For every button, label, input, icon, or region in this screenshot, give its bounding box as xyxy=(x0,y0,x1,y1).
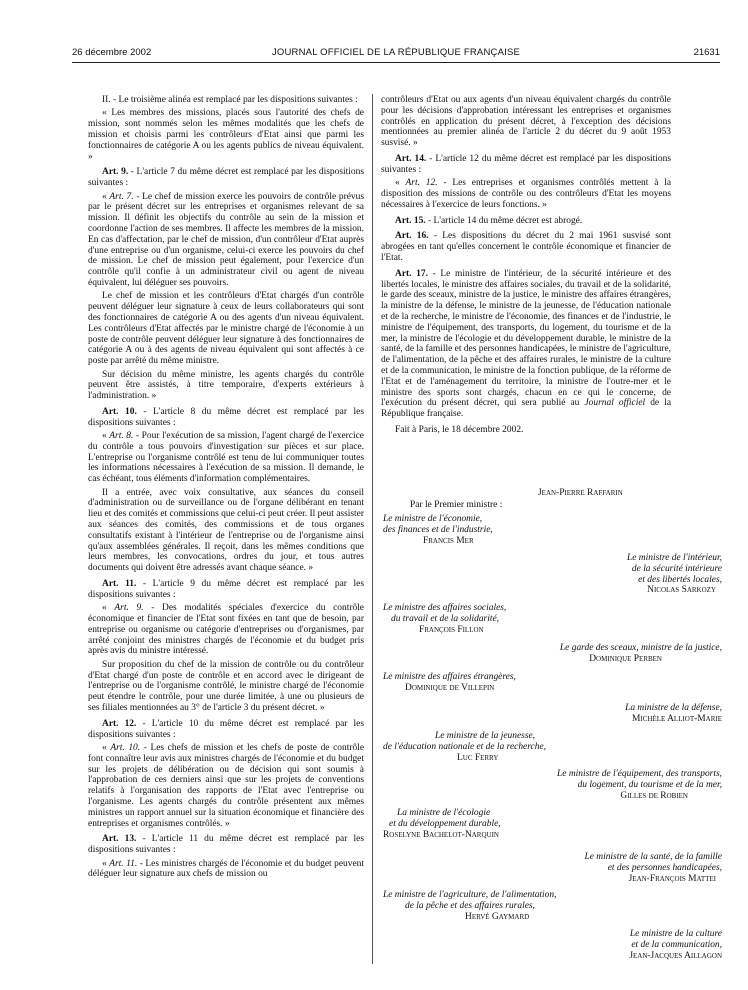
signature-foreign: Le ministre des affaires étrangères, Dominique de Villepin xyxy=(383,672,516,693)
article-number: Art. 16. xyxy=(395,231,429,242)
paragraph: Il a entrée, avec voix consultative, aux séances du conseil d'administration ou de surveillance ou de l'organe délibérant en tenant lieu et des comités et commissions que celui-ci peut créer. Il peut assister aux séances des comités, des commissions et de tous organes consultatifs existant à l'intérieur de l'entreprise ou de l'organisme ainsi qu'aux assemblées générales. Il reçoit, dans les mêmes conditions que leurs membres, les convocations, ordres du jour, et tous autres documents qui doivent être adressés avant chaque séance. » xyxy=(88,487,364,574)
signature-social: Le ministre des affaires sociales, du travail et de la solidarité, François Fillon xyxy=(383,603,507,635)
article-9: Art. 9. - L'article 7 du même décret est remplacé par les dispositions suivantes : xyxy=(88,167,364,189)
paragraph: « Art. 11. - Les ministres chargés de l'économie et du budget peuvent déléguer leur signature aux chefs de mission ou xyxy=(88,858,365,880)
article-number: Art. 13. xyxy=(102,834,137,845)
paragraph: « Les membres des missions, placés sous l'autorité des chefs de mission, sont nommés selon les mêmes modalités que les chefs de mission et choisis parmi les contrôleurs d'Etat ainsi que parmi les fonctionnaires de catégorie A ou les agents publics de niveau équivalent. » xyxy=(88,108,364,162)
article-number: Art. 14. xyxy=(395,153,427,164)
article-number: Art. 15. xyxy=(395,215,426,226)
right-column xyxy=(381,95,671,438)
signature-agriculture: Le ministre de l'agriculture, de l'alimentation, de la pêche et des affaires rurales, Hervé Gaymard xyxy=(383,890,557,922)
signature-youth: Le ministre de la jeunesse, de l'éducation nationale et de la recherche, Luc Ferry xyxy=(383,731,547,763)
signature-justice: Le garde des sceaux, ministre de la justice, Dominique Perben xyxy=(559,643,722,664)
article-15: Art. 15. - L'article 14 du même décret est abrogé. xyxy=(395,215,583,226)
article-number: Art. 12. xyxy=(102,718,137,729)
article-17: Art. 17. - Le ministre de l'intérieur, de la sécurité intérieure et des libertés locales, le ministre des affaires sociales, du travail et de la solidarité, le garde des sceaux, ministre de la justice, le ministre des affaires étrangères, la ministre de la défense, le ministre de la jeunesse, de l'éducation nationale et de la recherche, le ministre de l'économie, des finances et de l'industrie, le ministre de l'équipement, des transports, du logement, du tourisme et de la mer, la ministre de l'écologie et du développement durable, le ministre de la santé, de la famille et des personnes handicapées, le ministre de l'agriculture, de l'alimentation, de la pêche et des affaires rurales, le ministre de la culture et de la communication, le ministre de la fonction publique, de la réforme de l'Etat et de l'aménagement du territoire, la ministre de l'outre-mer et le ministre des sports sont chargés, chacun en ce qui le concerne, de l'exécution du présent décret, qui sera publié au Journal officiel de la République française. xyxy=(381,268,672,420)
journal-title: JOURNAL OFFICIEL DE LA RÉPUBLIQUE FRANÇAISE xyxy=(271,47,521,58)
paragraph: « Art. 7. - Le chef de mission exerce les pouvoirs de contrôle prévus par le présent décret sur les entreprises et organismes relevant de sa mission. Il définit les objectifs du contrôle au sein de la mission et coordonne l'action de ses membres. Il affecte les membres de la mission. En cas d'affectation, par le chef de mission, d'un contrôleur d'Etat auprès d'une entreprise ou d'un organisme, celui-ci exerce les pouvoirs du chef de mission. Le chef de mission peut également, pour l'exercice d'un contrôle qu'il confie à un administrateur civil ou agent de niveau équivalent, lui déléguer ses pouvoirs. xyxy=(88,191,365,288)
article-16: Art. 16. - Les dispositions du décret du 2 mai 1961 susvisé sont abrogées en tant qu'elles concernent le contrôle économique et financier de l'Etat. xyxy=(381,231,671,263)
article-14: Art. 14. - L'article 12 du même décret est remplacé par les dispositions suivantes : xyxy=(381,153,671,175)
article-number: Art. 17. xyxy=(395,268,428,279)
signature-equipment: Le ministre de l'équipement, des transports, du logement, du tourisme et de la mer, Gilles de Robien xyxy=(557,769,722,801)
article-11: Art. 11. - L'article 9 du même décret est remplacé par les dispositions suivantes : xyxy=(88,579,364,600)
header-rule xyxy=(72,62,720,63)
article-10: Art. 10. - L'article 8 du même décret est remplacé par les dispositions suivantes : xyxy=(88,406,365,428)
article-number: Art. 11. xyxy=(102,579,137,590)
signature-health: Le ministre de la santé, de la famille et des personnes handicapées, Jean-François Mattei xyxy=(584,852,722,884)
signature-culture: Le ministre de la culture et de la communication, Jean-Jacques Aillagon xyxy=(629,929,722,961)
article-13: Art. 13. - L'article 11 du même décret est remplacé par les dispositions suivantes : xyxy=(88,834,364,856)
page-header xyxy=(72,47,720,61)
left-column xyxy=(88,95,364,883)
paragraph: « Art. 8. - Pour l'exécution de sa mission, l'agent chargé de l'exercice du contrôle a tous pouvoirs d'investigation sur pièces et sur place. L'entreprise ou l'organisme contrôlé est tenu de lui communiquer toutes les informations nécessaires à l'exécution de sa mission. Il demande, le cas échéant, tous éléments d'information complémentaires. xyxy=(88,431,364,485)
paragraph: Sur proposition du chef de la mission de contrôle ou du contrôleur d'Etat chargé d'un poste de contrôle et en accord avec le dirigeant de l'entreprise ou de l'organisme contrôlé, le ministre chargé de l'économie peut étendre le contrôle, pour une durée limitée, à une ou plusieurs de ses filiales mentionnées au 3° de l'article 3 du présent décret. » xyxy=(88,659,364,713)
signature-interior: Le ministre de l'intérieur, de la sécurité intérieure et des libertés locales, Nicolas Sarkozy xyxy=(627,553,722,596)
paragraph: « Art. 9. - Des modalités spéciales d'exercice du contrôle économique et financier de l'Etat sont fixées en tant que de besoin, par entreprise ou organisme ou catégorie d'entreprises ou d'organismes, par arrêté conjoint des ministres chargés de l'économie et du budget pris après avis du ministre intéressé. xyxy=(88,603,364,657)
paragraph: « Art. 12. - Les entreprises et organismes contrôlés mettent à la disposition des missions de contrôle ou des contrôleurs d'Etat les moyens nécessaires à l'exercice de leurs fonctions. » xyxy=(381,178,672,210)
paragraph: II. - Le troisième alinéa est remplacé par les dispositions suivantes : xyxy=(102,95,358,105)
signature-intro: Par le Premier ministre : xyxy=(410,500,503,510)
paragraph: contrôleurs d'Etat ou aux agents d'un niveau équivalent chargés du contrôle pour les décisions d'approbation intéressant les entreprises et organismes contrôlés en application du présent décret, à l'exception des décisions mentionnées au premier alinéa de l'article 2 du décret du 9 août 1953 susvisé. » xyxy=(381,95,671,149)
date-line: Fait à Paris, le 18 décembre 2002. xyxy=(395,424,524,435)
paragraph: Sur décision du même ministre, les agents chargés du contrôle peuvent être assistés, à titre temporaire, d'experts extérieurs à l'administration. » xyxy=(88,369,364,402)
article-number: Art. 9. xyxy=(102,167,129,178)
signature-ecology: La ministre de l'écologie et du développement durable, Roselyne Bachelot-Narquin xyxy=(383,808,501,840)
signature-economy: Le ministre de l'économie, des finances et de l'industrie, Francis Mer xyxy=(383,514,493,546)
column-divider xyxy=(372,94,373,964)
signature-pm: Jean-Pierre Raffarin xyxy=(538,488,623,498)
article-12: Art. 12. - L'article 10 du même décret est remplacé par les dispositions suivantes : xyxy=(88,718,364,740)
page-number: 21631 xyxy=(693,47,720,58)
paragraph: Le chef de mission et les contrôleurs d'Etat chargés d'un contrôle peuvent déléguer leur signature à ceux de leurs collaborateurs qui sont des fonctionnaires de catégorie A ou des agents d'un niveau équivalent. Les contrôleurs d'Etat affectés par le ministre chargé de l'économie à un poste de contrôle peuvent déléguer leur signature à des fonctionnaires de catégorie A ou à des agents de niveau équivalent qui sont affectés à ce poste par arrêté du même ministre. xyxy=(88,291,364,367)
signature-defense: La ministre de la défense, Michèle Alliot-Marie xyxy=(625,703,722,724)
article-number: Art. 10. xyxy=(102,406,137,417)
issue-date: 26 décembre 2002 xyxy=(72,47,152,58)
paragraph: « Art. 10. - Les chefs de mission et les chefs de poste de contrôle font connaître leur avis aux ministres chargés de l'économie et du budget sur les projets de délibération ou de décision qui sont soumis à l'approbation de ces derniers ainsi que sur les projets de conventions relatifs à l'organisation des rapports de l'Etat avec l'entreprise ou l'organisme. Les agents chargés du contrôle présentent aux mêmes ministres un rapport annuel sur la situation économique et financière des entreprises et organismes contrôlés. » xyxy=(88,742,365,829)
